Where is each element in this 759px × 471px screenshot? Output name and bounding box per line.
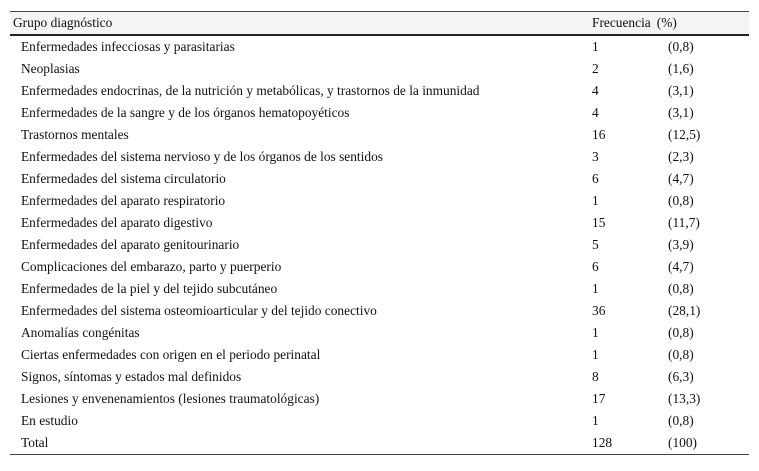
cell-frequency: 4 <box>592 83 599 98</box>
cell-percent: (12,5) <box>668 127 701 142</box>
cell-percent: (4,7) <box>668 259 694 274</box>
table-row <box>10 168 749 190</box>
cell-percent: (4,7) <box>668 171 694 186</box>
cell-group: En estudio <box>21 413 78 428</box>
diagnostic-groups-table <box>10 11 749 455</box>
cell-percent: (2,3) <box>668 149 694 164</box>
cell-frequency: 3 <box>592 149 599 164</box>
header-frequency: Frecuencia <box>592 15 651 30</box>
header-group: Grupo diagnóstico <box>10 12 592 36</box>
cell-percent: (0,8) <box>668 347 694 362</box>
cell-group: Enfermedades del aparato genitourinario <box>21 237 240 252</box>
table-body <box>10 35 749 455</box>
table-row <box>10 58 749 80</box>
table-row <box>10 366 749 388</box>
cell-frequency: 2 <box>592 61 599 76</box>
cell-group: Enfermedades del sistema osteomioarticular y del tejido conectivo <box>21 303 377 318</box>
cell-frequency: 6 <box>592 259 599 274</box>
cell-percent: (13,3) <box>668 391 701 406</box>
cell-percent: (3,1) <box>668 83 694 98</box>
table-row <box>10 432 749 455</box>
cell-frequency: 1 <box>592 413 599 428</box>
cell-group: Neoplasias <box>21 61 80 76</box>
table-row <box>10 234 749 256</box>
cell-group: Enfermedades de la piel y del tejido subcutáneo <box>21 281 278 296</box>
cell-percent: (100) <box>668 432 749 455</box>
cell-percent: (6,3) <box>668 369 694 384</box>
cell-frequency: 1 <box>592 347 599 362</box>
table-row <box>10 80 749 102</box>
cell-group: Enfermedades del aparato respiratorio <box>21 193 226 208</box>
table-row <box>10 410 749 432</box>
cell-group: Anomalías congénitas <box>21 325 140 340</box>
cell-frequency: 1 <box>592 39 599 54</box>
cell-group: Enfermedades endocrinas, de la nutrición y metabólicas, y trastornos de la inmunidad <box>21 83 480 98</box>
cell-percent: (11,7) <box>668 215 700 230</box>
cell-group: Ciertas enfermedades con origen en el periodo perinatal <box>21 347 321 362</box>
cell-group: Enfermedades de la sangre y de los órganos hematopoyéticos <box>21 105 350 120</box>
cell-frequency: 128 <box>592 432 668 455</box>
cell-frequency: 36 <box>592 303 606 318</box>
table-row <box>10 300 749 322</box>
table-row <box>10 146 749 168</box>
table-row <box>10 256 749 278</box>
cell-group: Enfermedades del aparato digestivo <box>21 215 213 230</box>
cell-frequency: 1 <box>592 193 599 208</box>
cell-percent: (0,8) <box>668 413 694 428</box>
cell-group: Complicaciones del embarazo, parto y puerperio <box>21 259 282 274</box>
cell-frequency: 4 <box>592 105 599 120</box>
cell-group: Enfermedades del sistema nervioso y de los órganos de los sentidos <box>21 149 383 164</box>
table-row <box>10 212 749 234</box>
cell-group: Signos, síntomas y estados mal definidos <box>21 369 242 384</box>
cell-percent: (0,8) <box>668 39 694 54</box>
cell-percent: (1,6) <box>668 61 694 76</box>
table-header-row <box>10 12 749 36</box>
table-row <box>10 388 749 410</box>
cell-group: Enfermedades del sistema circulatorio <box>21 171 226 186</box>
header-frequency-percent <box>592 12 749 36</box>
cell-frequency: 17 <box>592 391 606 406</box>
cell-percent: (0,8) <box>668 281 694 296</box>
table-row <box>10 35 749 58</box>
table-row <box>10 102 749 124</box>
cell-frequency: 5 <box>592 237 599 252</box>
table-row <box>10 190 749 212</box>
cell-group: Trastornos mentales <box>21 127 129 142</box>
cell-frequency: 1 <box>592 281 599 296</box>
cell-frequency: 8 <box>592 369 599 384</box>
cell-percent: (0,8) <box>668 325 694 340</box>
table-row <box>10 124 749 146</box>
table-row <box>10 344 749 366</box>
cell-frequency: 15 <box>592 215 606 230</box>
cell-group: Enfermedades infecciosas y parasitarias <box>21 39 235 54</box>
cell-percent: (28,1) <box>668 303 701 318</box>
cell-group: Total <box>10 432 592 455</box>
table-row <box>10 322 749 344</box>
cell-group: Lesiones y envenenamientos (lesiones traumatológicas) <box>21 391 320 406</box>
cell-frequency: 1 <box>592 325 599 340</box>
header-percent: (%) <box>656 15 677 30</box>
cell-percent: (3,9) <box>668 237 694 252</box>
diagnostic-groups-table-container <box>10 11 749 455</box>
cell-frequency: 6 <box>592 171 599 186</box>
cell-frequency: 16 <box>592 127 606 142</box>
cell-percent: (0,8) <box>668 193 694 208</box>
cell-percent: (3,1) <box>668 105 694 120</box>
table-row <box>10 278 749 300</box>
